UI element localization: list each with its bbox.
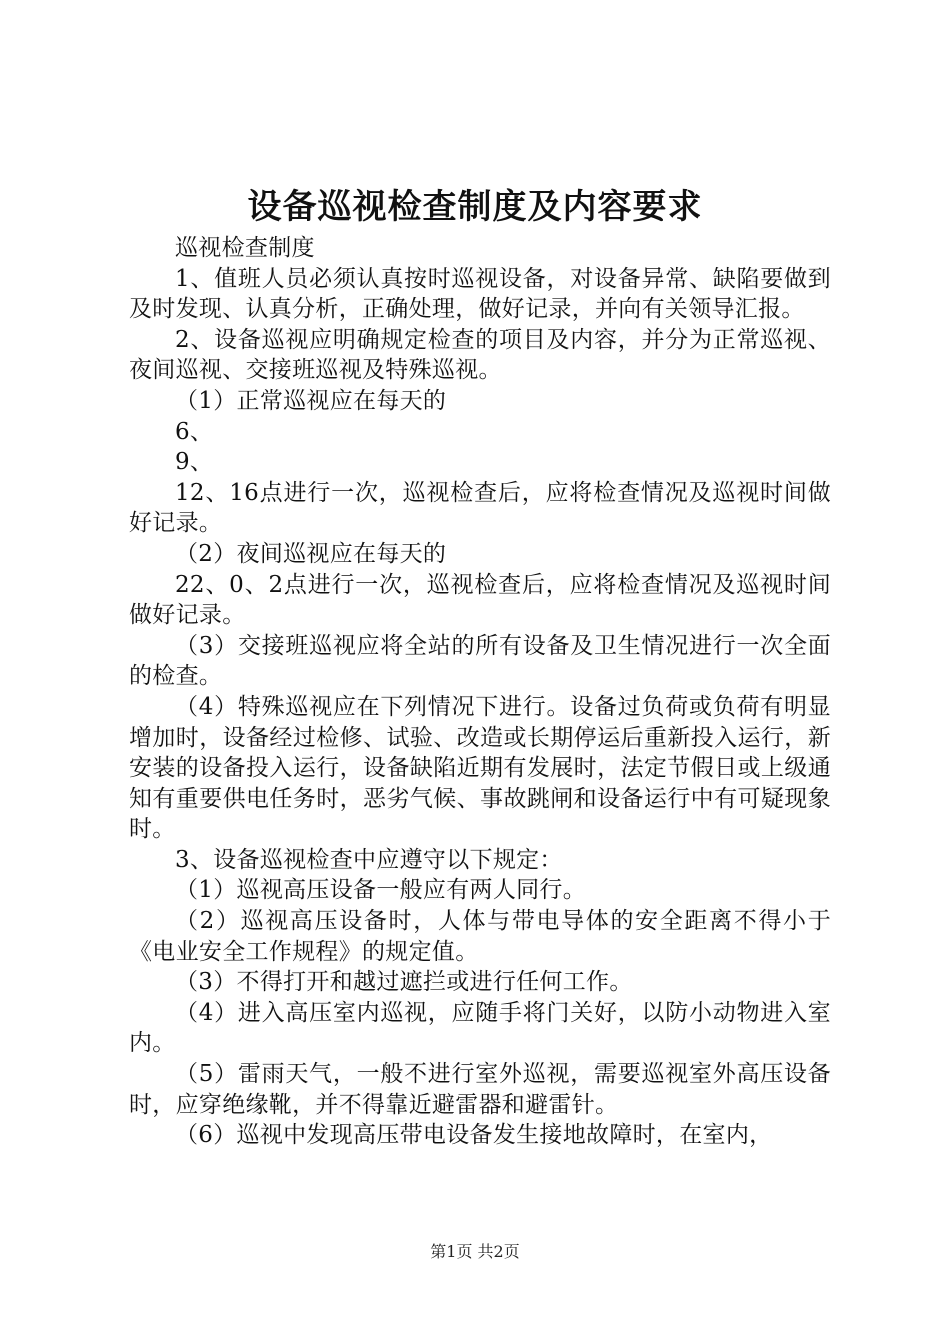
- paragraph: （1）正常巡视应在每天的: [175, 387, 447, 414]
- paragraph: （3）交接班巡视应将全站的所有设备及卫生情况进行一次全面的检查。: [129, 632, 831, 690]
- paragraph: 9、: [175, 449, 214, 476]
- document-body: [129, 233, 831, 1151]
- section-heading: 巡视检查制度: [175, 235, 315, 261]
- paragraph: 3、设备巡视检查中应遵守以下规定：: [175, 846, 563, 873]
- paragraph: （3）不得打开和越过遮拦或进行任何工作。: [175, 969, 633, 996]
- paragraph: （6）巡视中发现高压带电设备发生接地故障时，在室内，: [175, 1122, 773, 1149]
- paragraph: 6、: [175, 418, 214, 445]
- paragraph: 12、16点进行一次，巡视检查后，应将检查情况及巡视时间做好记录。: [129, 479, 831, 537]
- paragraph: （4）进入高压室内巡视，应随手将门关好，以防小动物进入室内。: [129, 999, 831, 1057]
- paragraph: 2、设备巡视应明确规定检查的项目及内容，并分为正常巡视、夜间巡视、交接班巡视及特殊巡视。: [129, 326, 831, 384]
- paragraph: 22、0、2点进行一次，巡视检查后，应将检查情况及巡视时间做好记录。: [129, 571, 831, 629]
- document-title: 设备巡视检查制度及内容要求: [247, 187, 703, 227]
- paragraph: （2）夜间巡视应在每天的: [175, 540, 447, 567]
- paragraph: （2）巡视高压设备时，人体与带电导体的安全距离不得小于《电业安全工作规程》的规定值。: [129, 908, 831, 965]
- paragraph: 1、值班人员必须认真按时巡视设备，对设备异常、缺陷要做到及时发现、认真分析，正确处理，做好记录，并向有关领导汇报。: [129, 265, 831, 323]
- paragraph: （1）巡视高压设备一般应有两人同行。: [175, 877, 587, 904]
- paragraph: （5）雷雨天气，一般不进行室外巡视，需要巡视室外高压设备时，应穿绝缘靴，并不得靠近避雷器和避雷针。: [129, 1061, 831, 1118]
- paragraph: （4）特殊巡视应在下列情况下进行。设备过负荷或负荷有明显增加时，设备经过检修、试验、改造或长期停运后重新投入运行，新安装的设备投入运行，设备缺陷近期有发展时，法定节假日或上级通知有重要供电任务时，恶劣气候、事故跳闸和设备运行中有可疑现象时。: [129, 693, 831, 843]
- page-footer: 第1页 共2页: [430, 1242, 520, 1261]
